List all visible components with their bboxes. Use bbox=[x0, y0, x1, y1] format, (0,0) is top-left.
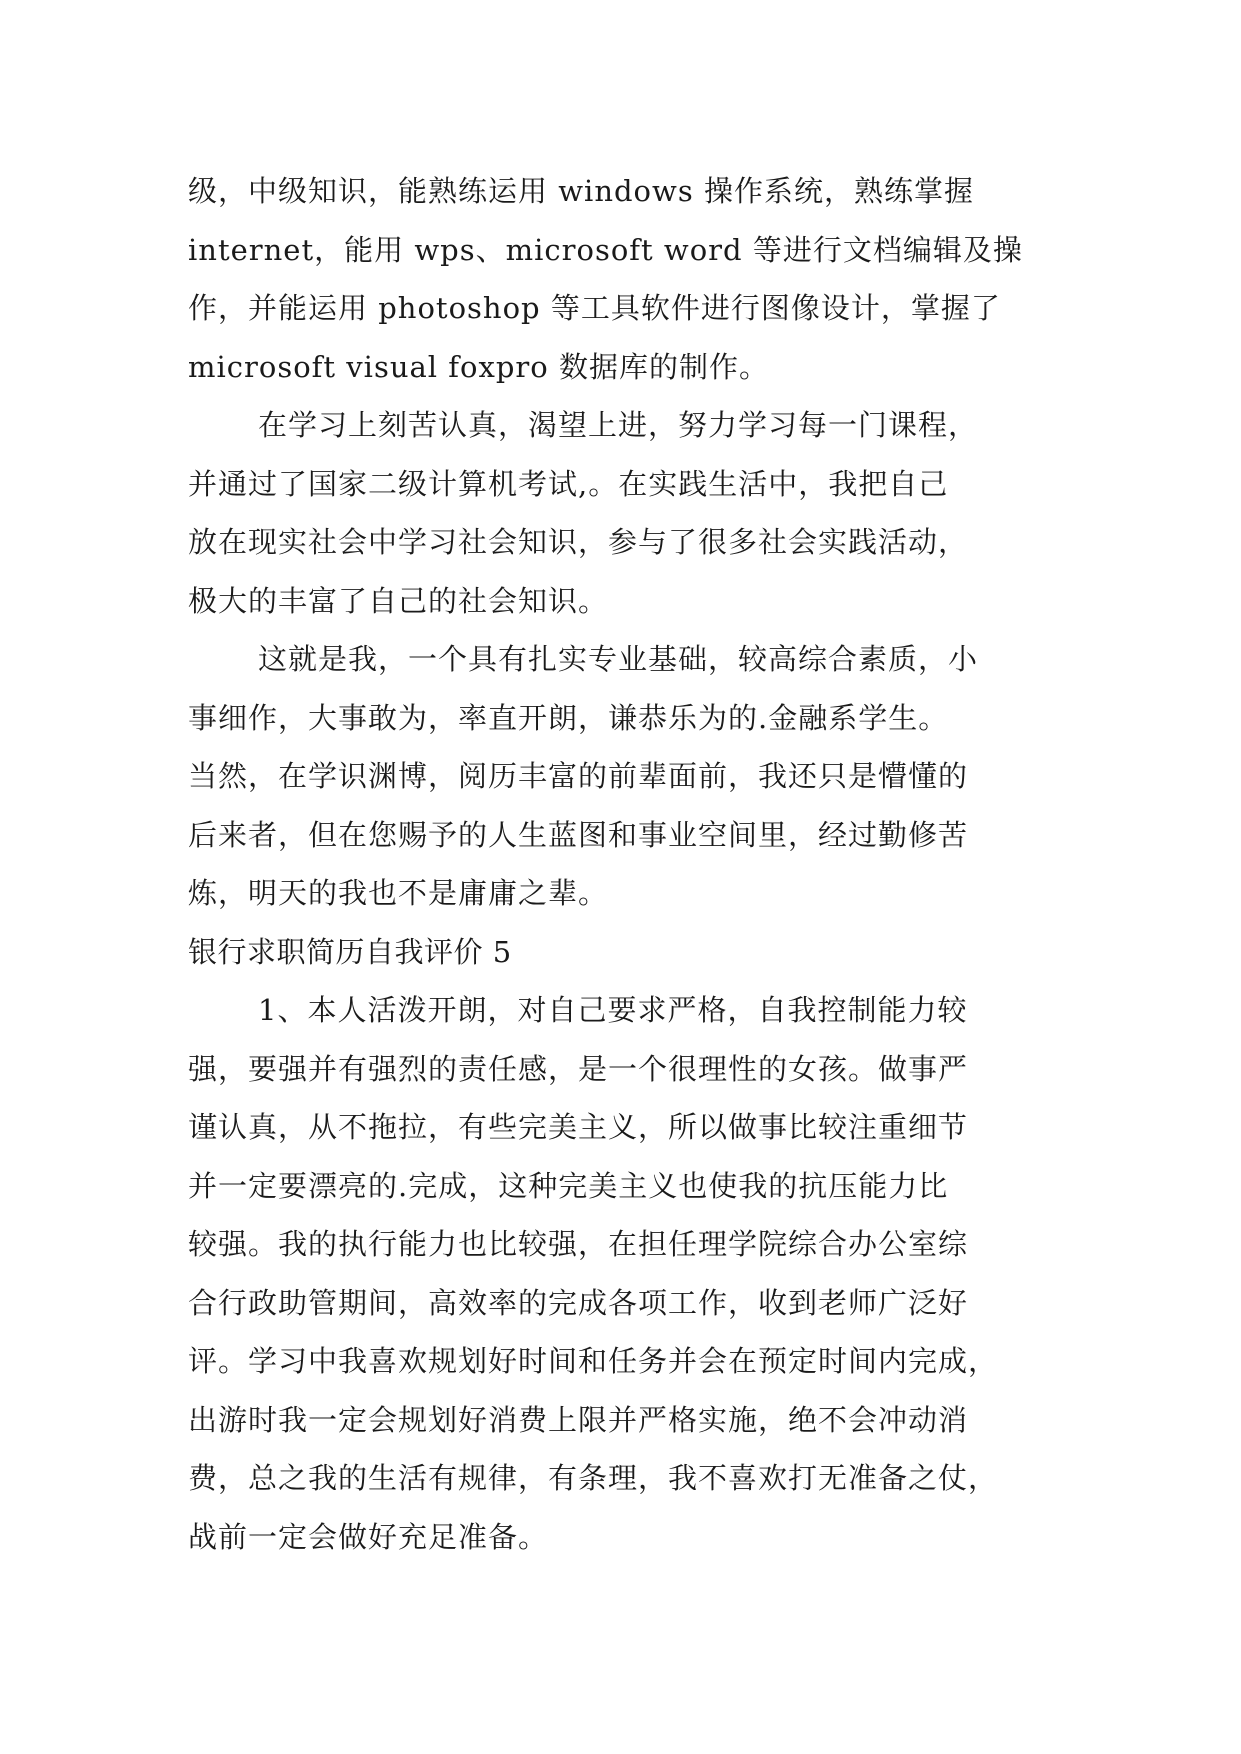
text-line: 事细作，大事敢为，率直开朗，谦恭乐为的.金融系学生。 bbox=[188, 700, 949, 735]
text-line: 并通过了国家二级计算机考试,。在实践生活中，我把自己 bbox=[188, 466, 949, 501]
text-line: 战前一定会做好充足准备。 bbox=[188, 1519, 549, 1554]
text-line: 极大的丰富了自己的社会知识。 bbox=[188, 583, 609, 618]
text-line: 级，中级知识，能熟练运用 windows 操作系统，熟练掌握 bbox=[188, 174, 974, 208]
text-line: 炼，明天的我也不是庸庸之辈。 bbox=[188, 876, 609, 910]
document-body bbox=[188, 162, 1068, 1566]
text-line: 并一定要漂亮的.完成，这种完美主义也使我的抗压能力比 bbox=[188, 1168, 949, 1203]
paragraph-first-line: 这就是我，一个具有扎实专业基础，较高综合素质，小 bbox=[258, 642, 979, 676]
text-line: 费，总之我的生活有规律，有条理，我不喜欢打无准备之仗， bbox=[188, 1461, 999, 1495]
text-line: 出游时我一定会规划好消费上限并严格实施，绝不会冲动消 bbox=[188, 1402, 969, 1437]
text-line: internet，能用 wps、microsoft word 等进行文档编辑及操 bbox=[188, 232, 1023, 267]
paragraph-first-line: 在学习上刻苦认真，渴望上进，努力学习每一门课程， bbox=[258, 408, 979, 442]
text-line: microsoft visual foxpro 数据库的制作。 bbox=[188, 349, 769, 384]
text-line: 较强。我的执行能力也比较强，在担任理学院综合办公室综 bbox=[188, 1227, 969, 1261]
text-line: 作，并能运用 photoshop 等工具软件进行图像设计，掌握了 bbox=[188, 291, 1001, 325]
text-line: 强，要强并有强烈的责任感，是一个很理性的女孩。做事严 bbox=[188, 1051, 969, 1086]
text-line: 放在现实社会中学习社会知识，参与了很多社会实践活动， bbox=[188, 525, 969, 559]
text-line: 当然，在学识渊博，阅历丰富的前辈面前，我还只是懵懂的 bbox=[188, 759, 969, 793]
paragraph-first-line: 1、本人活泼开朗，对自己要求严格，自我控制能力较 bbox=[258, 993, 968, 1027]
text-line: 合行政助管期间，高效率的完成各项工作，收到老师广泛好 bbox=[188, 1285, 969, 1320]
text-line: 评。学习中我喜欢规划好时间和任务并会在预定时间内完成， bbox=[188, 1344, 999, 1378]
text-line: 后来者，但在您赐予的人生蓝图和事业空间里，经过勤修苦 bbox=[188, 817, 969, 852]
section-heading: 银行求职简历自我评价 5 bbox=[188, 934, 512, 969]
text-line: 谨认真，从不拖拉，有些完美主义，所以做事比较注重细节 bbox=[188, 1110, 969, 1144]
